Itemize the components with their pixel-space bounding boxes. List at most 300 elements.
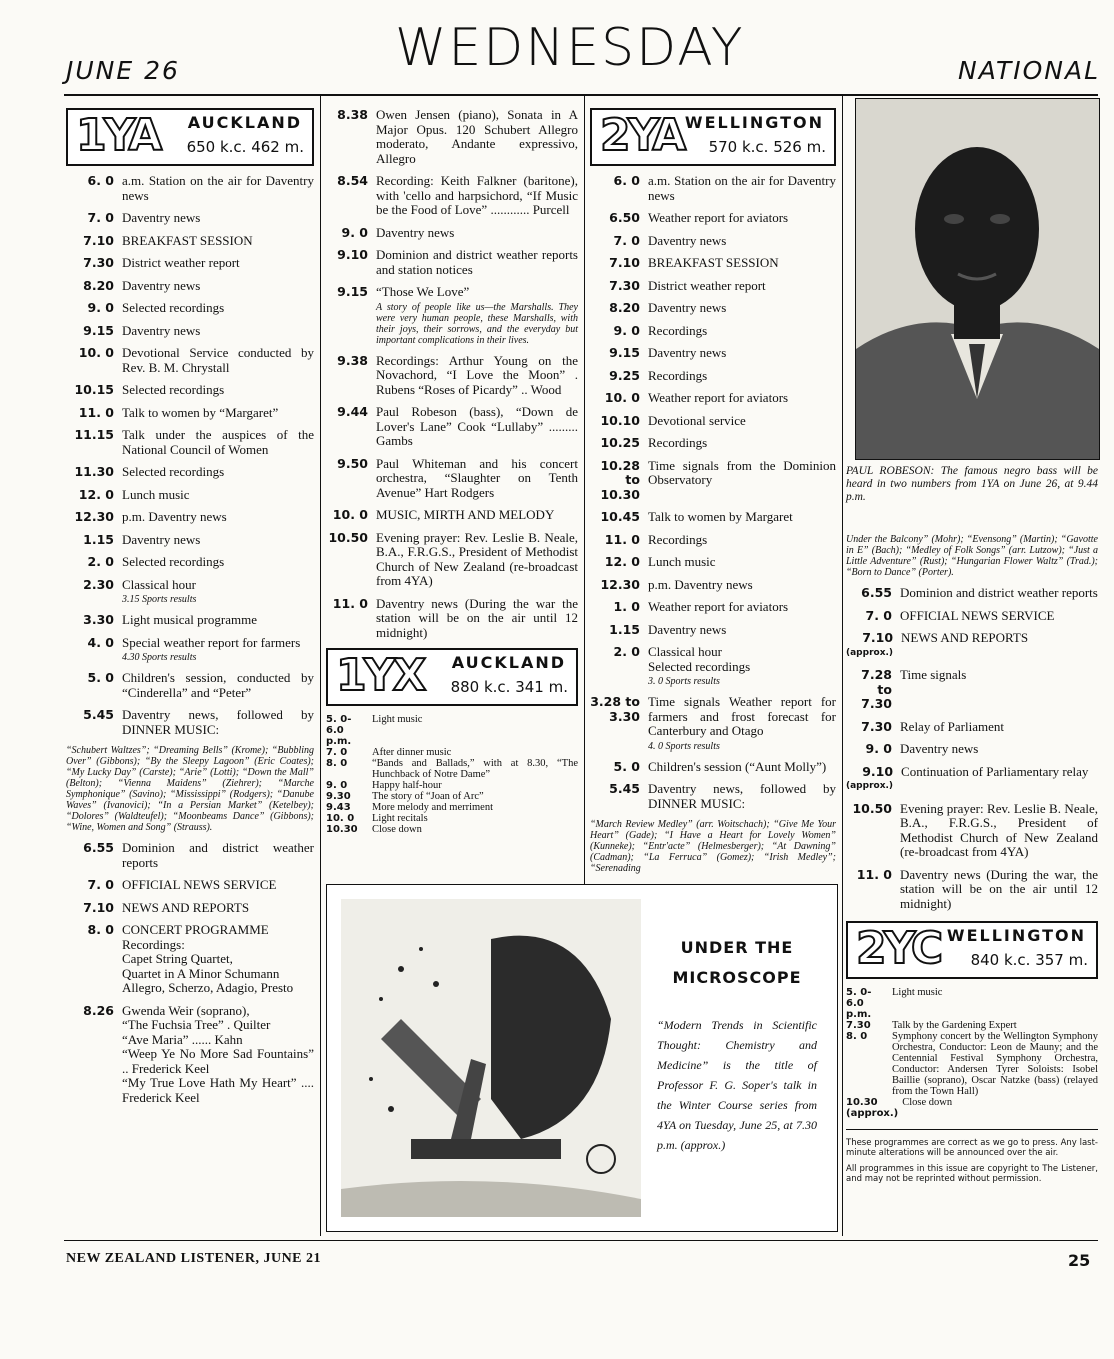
- programme-entry: [590, 555, 836, 570]
- programme-time: 5.45: [609, 781, 640, 796]
- programme-description: [122, 406, 314, 421]
- programme-description: [372, 791, 578, 802]
- programme-text: Daventry news (During the war the station will be on the air until 12 midnight): [376, 595, 578, 640]
- programme-entry: [590, 623, 836, 638]
- programme-time: 5. 0: [613, 758, 640, 774]
- programme-description: [892, 987, 1098, 1020]
- programme-entry: [846, 1097, 1098, 1119]
- programme-text: Continuation of Parliamentary relay: [901, 763, 1089, 779]
- programme-time: 4. 0: [87, 634, 114, 650]
- programme-description: [900, 668, 1098, 712]
- programme-description: [122, 671, 314, 700]
- programme-description: [648, 436, 836, 451]
- programme-text: Symphony concert by the Wellington Symphony Orchestra, Conductor: Leon de Mauny; and the Centennial Festival Symphony Orchestra, Conductor: Andersen Tyrer Soloists: Isobel Baillie (soprano), Oscar Natzke (bass) (relayed from the Town Hall): [892, 1031, 1098, 1097]
- programme-time: 1.15: [83, 531, 114, 547]
- programme-description: [900, 586, 1098, 601]
- programme-time: 11. 0: [604, 531, 640, 547]
- time-qualifier: (approx.): [846, 647, 894, 658]
- programme-description: [122, 383, 314, 398]
- programme-description: [372, 780, 578, 791]
- programme-text: Daventry news: [122, 531, 201, 547]
- programme-entry: [326, 747, 578, 758]
- programme-description: [892, 1031, 1098, 1097]
- programme-text: Relay of Parliament: [900, 718, 1004, 734]
- programme-entry: [590, 174, 836, 203]
- programme-text: NEWS AND REPORTS: [901, 630, 1029, 645]
- programme-time: 6. 0: [613, 173, 640, 188]
- programme-text: Recordings: [648, 435, 708, 450]
- programme-text: Weather report for aviators: [648, 390, 789, 405]
- programme-time: 7. 0: [613, 232, 640, 248]
- programme-description: [648, 256, 836, 271]
- programme-text: Dominion and district weather reports: [122, 840, 314, 870]
- programme-entry: [846, 720, 1098, 735]
- programme-text: Light recitals: [372, 813, 428, 824]
- programme-time: 7. 0: [865, 607, 892, 623]
- programme-time: 9. 0: [326, 780, 348, 791]
- feature-heading-line-2: MICROSCOPE: [672, 968, 802, 987]
- programme-text: Dominion and district weather reports: [900, 585, 1098, 600]
- programme-time: 12. 0: [604, 554, 640, 569]
- programme-description: [376, 248, 578, 277]
- column-1ya-continued: [326, 108, 578, 835]
- programme-time: 10.50: [328, 529, 368, 545]
- programme-detail: Quartet in A Minor Schumann: [122, 965, 280, 981]
- programme-entry: [326, 531, 578, 589]
- time-suffix: p.m.: [648, 576, 675, 592]
- column-rule-3: [842, 96, 843, 1236]
- programme-entry: [326, 226, 578, 241]
- programme-entry: [66, 613, 314, 628]
- programme-text: Time signals from the Dominion Observatory: [648, 457, 836, 487]
- programme-time: 12.30: [74, 509, 114, 524]
- programme-time: 10.45: [600, 509, 640, 524]
- programme-time: 10.15: [74, 382, 114, 397]
- programme-text: Classical hour: [648, 644, 723, 659]
- programme-time: 9.30: [326, 791, 351, 802]
- programme-time: 8.20: [609, 300, 640, 315]
- programme-list-1ya: [66, 174, 314, 737]
- notice-rule: [846, 1129, 1098, 1130]
- feature-text: “Modern Trends in Scientific Thought: Chemistry and Medicine” is the title of Professor F. G. Soper's talk in the Winter Course series from 4YA on Tuesday, June 25, at 7.30 p.m. (approx.): [657, 1018, 817, 1152]
- programme-time: 10. 0: [604, 390, 640, 405]
- programme-description: [372, 802, 578, 813]
- programme-detail: “The Fuchsia Tree” . Quilter: [122, 1017, 271, 1032]
- programme-entry: [590, 324, 836, 339]
- programme-text: Close down: [902, 1097, 953, 1108]
- programme-description: [122, 613, 314, 628]
- programme-note: A story of people like us—the Marshalls. They were very human people, these Marshalls, with their joys, their sorrows, and the everyday but important complications in their lives.: [376, 301, 578, 346]
- programme-text: Recordings: [648, 322, 708, 338]
- programme-text: More melody and merriment: [372, 802, 494, 813]
- programme-time: 1. 0: [613, 599, 640, 614]
- programme-time: 9.15: [83, 322, 114, 338]
- programme-description: [648, 346, 836, 361]
- station-frequency: 880 k.c. 341 m.: [450, 678, 568, 696]
- programme-text: Happy half-hour: [372, 780, 442, 791]
- programme-text: Lunch music: [648, 554, 716, 569]
- programme-time: 12. 0: [78, 486, 114, 502]
- time-suffix: p.m.: [122, 509, 149, 524]
- time-qualifier: (approx.): [846, 781, 894, 791]
- programme-entry: [66, 174, 314, 203]
- programme-text: Devotional service: [648, 412, 746, 428]
- programme-time: 11. 0: [856, 866, 892, 882]
- station-call-sign: 1YX: [336, 650, 424, 701]
- programme-text: Daventry news: [122, 210, 201, 225]
- programme-entry: [326, 405, 578, 449]
- programme-entry: [846, 609, 1098, 624]
- programme-description: [648, 555, 836, 570]
- programme-description: [122, 211, 314, 226]
- programme-time: 8. 0: [87, 922, 114, 937]
- programme-entry: [66, 279, 314, 294]
- programme-description: [648, 760, 836, 775]
- programme-description: [122, 174, 314, 203]
- programme-description: [900, 802, 1098, 860]
- programme-note: 3.15 Sports results: [122, 594, 197, 605]
- programme-time: 9.38: [337, 352, 368, 368]
- station-call-sign: 1YA: [76, 110, 160, 161]
- programme-description: [372, 758, 578, 780]
- programme-entry: [590, 301, 836, 316]
- programme-entry: [846, 668, 1098, 712]
- programme-time: 10. 0: [332, 507, 368, 522]
- programme-time: 12.30: [600, 576, 640, 592]
- programme-description: [372, 824, 578, 835]
- programme-text: Light music: [892, 987, 943, 998]
- programme-entry: [590, 391, 836, 406]
- column-rule-1: [320, 96, 321, 1236]
- programme-description: [122, 578, 314, 606]
- programme-time: 5. 0-6.0 p.m.: [326, 714, 352, 747]
- programme-text: Daventry news: [648, 621, 727, 637]
- programme-description: [648, 600, 836, 615]
- programme-description: [122, 346, 314, 375]
- programme-entry: [590, 600, 836, 615]
- page-day-title: WEDNESDAY: [395, 18, 745, 78]
- network-label: NATIONAL: [958, 56, 1101, 85]
- programme-entry: [66, 555, 314, 570]
- programme-entry: [326, 758, 578, 780]
- programme-entry: [326, 108, 578, 166]
- programme-time: 10.30: [326, 824, 358, 835]
- programme-entry: [326, 824, 578, 835]
- programme-time: 7.30: [861, 718, 892, 734]
- column-rule-2: [584, 96, 585, 886]
- programme-description: [648, 782, 836, 811]
- programme-time: 6. 0: [87, 173, 114, 188]
- feature-heading: [657, 933, 817, 993]
- programme-entry: [326, 285, 578, 346]
- programme-entry: [846, 586, 1098, 601]
- programme-entry: [846, 765, 1098, 794]
- programme-time: 7.10: [83, 232, 114, 248]
- programme-time: 2. 0: [613, 644, 640, 659]
- programme-entry: [326, 174, 578, 218]
- programme-description: [122, 324, 314, 339]
- programme-description: [376, 174, 578, 218]
- programme-time: 10.30 (approx.): [846, 1097, 899, 1119]
- programme-entry: [590, 279, 836, 294]
- programme-description: [648, 414, 836, 429]
- programme-text: “Those We Love”: [376, 284, 470, 299]
- programme-entry: [590, 533, 836, 548]
- programme-time: 6.50: [609, 210, 640, 225]
- under-the-microscope-feature: [326, 884, 838, 1232]
- time-suffix: a.m.: [648, 173, 675, 188]
- station-call-sign: 2YA: [600, 110, 684, 161]
- programme-description: [122, 878, 314, 893]
- programme-text: Talk by the Gardening Expert: [892, 1020, 1017, 1031]
- programme-entry: [326, 714, 578, 747]
- programme-time: 9. 0: [613, 322, 640, 338]
- programme-list-1yx: [326, 714, 578, 835]
- programme-entry: [66, 234, 314, 249]
- programme-text: Weather report for aviators: [648, 599, 789, 614]
- programme-entry: [590, 256, 836, 271]
- programme-description: [900, 742, 1098, 757]
- programme-description: [648, 645, 836, 687]
- programme-time: 7.10: [609, 255, 640, 270]
- programme-text: Daventry news: [148, 509, 227, 524]
- station-city: WELLINGTON: [946, 926, 1086, 945]
- programme-entry: [66, 346, 314, 375]
- dinner-music-1ya: “Schubert Waltzes”; “Dreaming Bells” (Krome); “Bubbling Over” (Gibbons); “By the Sleepy Lagoon” (Eric Coates); “My Lucky Day” (Carste); “Arie” (Lotti); “Down the Mall” (Belton); “Vienna Maidens” (Ziehrer); “Marche Symphonique” (Savino); “Mississippi” (Rodgers); “Danube Waves” (Ivanovici); “In a Persian Market” (Ketelbey); “Dolores” (Waldteufel); “Moonbeams Dance” (Gibbons); “Wine, Women and Song” (Strauss).: [66, 745, 314, 833]
- programme-time: 10. 0: [78, 345, 114, 360]
- programme-time: 7. 0: [326, 747, 348, 758]
- programme-entry: [66, 488, 314, 503]
- programme-entry: [846, 631, 1098, 660]
- programme-text: Light music: [372, 714, 423, 725]
- programme-description: [648, 695, 836, 752]
- programme-text: Daventry news: [648, 300, 727, 315]
- programme-description: [376, 457, 578, 501]
- programme-text: Devotional Service conducted by Rev. B. M. Chrystall: [122, 345, 314, 375]
- programme-description: [376, 226, 578, 241]
- programme-detail: “My True Love Hath My Heart” .... Frederick Keel: [122, 1075, 314, 1105]
- programme-entry: [846, 1020, 1098, 1031]
- programme-time: 8.54: [337, 173, 368, 188]
- programme-time: 8.26: [83, 1002, 114, 1018]
- programme-entry: [66, 383, 314, 398]
- programme-entry: [66, 211, 314, 226]
- programme-entry: [66, 923, 314, 996]
- programme-text: District weather report: [122, 255, 240, 270]
- column-1ya: [66, 108, 314, 1113]
- programme-text: Talk under the auspices of the National Council of Women: [122, 427, 314, 457]
- programme-text: Children's session (“Aunt Molly”): [648, 758, 827, 774]
- programme-description: [648, 174, 836, 203]
- programme-time: 6.55: [861, 585, 892, 600]
- programme-text: Selected recordings: [122, 382, 225, 397]
- time-suffix: a.m.: [122, 173, 149, 188]
- programme-detail: “Ave Maria” ...... Kahn: [122, 1031, 243, 1047]
- programme-entry: [66, 841, 314, 870]
- programme-description: [122, 555, 314, 570]
- programme-time: 7. 0: [87, 210, 114, 225]
- programme-description: [376, 508, 578, 523]
- programme-description: [376, 531, 578, 589]
- programme-list-2ya-continued: [846, 586, 1098, 911]
- programme-time: 10. 0: [326, 813, 355, 824]
- programme-time: 9.10: [337, 247, 368, 262]
- programme-time: 7.30: [609, 277, 640, 293]
- programme-text: BREAKFAST SESSION: [122, 232, 253, 248]
- feature-heading-line-1: UNDER THE: [680, 938, 794, 957]
- programme-text: Daventry news: [674, 576, 753, 592]
- programme-time: 7.30: [846, 1020, 871, 1031]
- programme-time: 10.10: [600, 412, 640, 428]
- programme-time: 3.28 to 3.30: [590, 694, 640, 724]
- programme-entry: [326, 508, 578, 523]
- programme-text: Daventry news, followed by DINNER MUSIC:: [648, 781, 836, 811]
- programme-text: After dinner music: [372, 747, 452, 758]
- programme-time: 7.30: [83, 255, 114, 270]
- programme-time: 8.38: [337, 107, 368, 122]
- programme-description: [901, 765, 1098, 794]
- programme-entry: [66, 878, 314, 893]
- programme-text: Children's session, conducted by “Cinderella” and “Peter”: [122, 670, 314, 700]
- programme-entry: [66, 533, 314, 548]
- programme-entry: [66, 406, 314, 421]
- programme-description: [122, 465, 314, 480]
- programme-entry: [846, 1031, 1098, 1097]
- bottom-rule: [64, 1240, 1098, 1241]
- programme-description: [122, 923, 314, 996]
- programme-entry: [846, 868, 1098, 912]
- programme-entry: [590, 211, 836, 226]
- column-2ya: [590, 108, 836, 882]
- programme-text: Classical hour: [122, 576, 197, 592]
- station-frequency: 840 k.c. 357 m.: [970, 951, 1088, 969]
- programme-list-2yc: [846, 987, 1098, 1119]
- programme-notice: These programmes are correct as we go to press. Any last-minute alterations will be announced over the air.: [846, 1138, 1098, 1158]
- programme-note: 4.30 Sports results: [122, 652, 197, 663]
- programme-text: Time signals: [900, 667, 967, 682]
- programme-text: Talk to women by Margaret: [648, 509, 793, 524]
- programme-time: 9. 0: [865, 741, 892, 756]
- programme-time: 6.55: [83, 840, 114, 855]
- programme-text: Talk to women by “Margaret”: [122, 404, 279, 420]
- copyright-notice: All programmes in this issue are copyright to The Listener, and may not be reprinted without permission.: [846, 1164, 1098, 1184]
- programme-text: Daventry news: [122, 277, 201, 293]
- programme-text: Selected recordings: [122, 554, 225, 569]
- programme-description: [648, 578, 836, 593]
- programme-description: [648, 279, 836, 294]
- programme-text: District weather report: [648, 277, 766, 293]
- paul-robeson-photo: [855, 98, 1100, 460]
- programme-detail: Allegro, Scherzo, Adagio, Presto: [122, 980, 294, 995]
- programme-entry: [66, 256, 314, 271]
- programme-entry: [66, 510, 314, 525]
- programme-note: 3. 0 Sports results: [648, 676, 720, 687]
- programme-text: Daventry news: [122, 322, 201, 338]
- programme-detail: “Weep Ye No More Sad Fountains” .. Frederick Keel: [122, 1046, 314, 1076]
- programme-text: Dominion and district weather reports and station notices: [376, 247, 578, 277]
- programme-text: Weather report for aviators: [648, 210, 789, 225]
- programme-description: [648, 211, 836, 226]
- programme-entry: [326, 597, 578, 641]
- programme-entry: [326, 813, 578, 824]
- programme-text: OFFICIAL NEWS SERVICE: [122, 877, 277, 892]
- programme-entry: [590, 695, 836, 752]
- column-2ya-continued: [846, 534, 1098, 1184]
- programme-entry: [590, 234, 836, 249]
- programme-text: Daventry news: [376, 224, 455, 240]
- programme-time: 10.50: [852, 800, 892, 816]
- programme-text: Recordings: [648, 367, 708, 383]
- station-frequency: 650 k.c. 462 m.: [186, 138, 304, 156]
- programme-text: Daventry news: [648, 345, 727, 360]
- programme-time: 2. 0: [87, 554, 114, 569]
- programme-description: [122, 636, 314, 664]
- programme-description: [900, 868, 1098, 912]
- programme-text: Recordings: Arthur Young on the Novachord, “I Love the Moon” . Rubens “Roses of Picardy” .. Wood: [376, 352, 578, 397]
- programme-entry: [846, 987, 1098, 1020]
- programme-description: [122, 510, 314, 525]
- programme-description: [372, 747, 578, 758]
- programme-text: Selected recordings: [122, 300, 225, 315]
- programme-description: [648, 301, 836, 316]
- programme-time: 9. 0: [341, 224, 368, 240]
- programme-time: 8. 0: [326, 758, 348, 769]
- programme-description: [376, 108, 578, 166]
- programme-entry: [590, 510, 836, 525]
- programme-description: [648, 533, 836, 548]
- programme-text: The story of “Joan of Arc”: [372, 791, 484, 802]
- programme-description: [122, 901, 314, 916]
- programme-description: [648, 324, 836, 339]
- programme-text: Selected recordings: [122, 464, 225, 479]
- programme-description: [648, 510, 836, 525]
- programme-list-2ya: [590, 174, 836, 811]
- programme-entry: [66, 301, 314, 316]
- programme-text: Daventry news: [900, 741, 979, 756]
- programme-text: OFFICIAL NEWS SERVICE: [900, 607, 1055, 623]
- programme-entry: [590, 369, 836, 384]
- programme-entry: [590, 346, 836, 361]
- programme-time: 11. 0: [78, 404, 114, 420]
- programme-text: Daventry news: [648, 232, 727, 248]
- station-box-1yx: [326, 648, 578, 706]
- programme-note: 4. 0 Sports results: [648, 740, 720, 752]
- station-box-2ya: [590, 108, 836, 166]
- programme-description: [892, 1020, 1098, 1031]
- programme-description: [376, 285, 578, 346]
- programme-time: 7.10 (approx.): [846, 631, 901, 660]
- programme-text: Daventry news (During the war, the station will be on the air until 12 midnight): [900, 866, 1098, 911]
- programme-time: 11.15: [74, 427, 114, 442]
- programme-text: Station on the air for Daventry news: [648, 173, 836, 203]
- programme-description: [122, 533, 314, 548]
- programme-time: 10.28 to 10.30: [600, 457, 640, 502]
- programme-text: “Bands and Ballads,” with at 8.30, “The Hunchback of Notre Dame”: [372, 758, 578, 780]
- programme-entry: [590, 645, 836, 687]
- programme-time: 11.30: [74, 464, 114, 479]
- programme-description: [376, 597, 578, 641]
- photo-caption: PAUL ROBESON: The famous negro bass will be heard in two numbers from 1YA on June 26, at 9.44 p.m.: [846, 465, 1098, 503]
- programme-entry: [326, 780, 578, 791]
- programme-time: 9. 0: [87, 300, 114, 315]
- programme-time: 7.10: [83, 899, 114, 915]
- station-call-sign: 2YC: [856, 923, 941, 974]
- programme-text: CONCERT PROGRAMME: [122, 922, 269, 937]
- programme-text: NEWS AND REPORTS: [122, 899, 250, 915]
- programme-description: [372, 714, 578, 747]
- programme-entry: [326, 457, 578, 501]
- programme-text: Special weather report for farmers: [122, 634, 301, 650]
